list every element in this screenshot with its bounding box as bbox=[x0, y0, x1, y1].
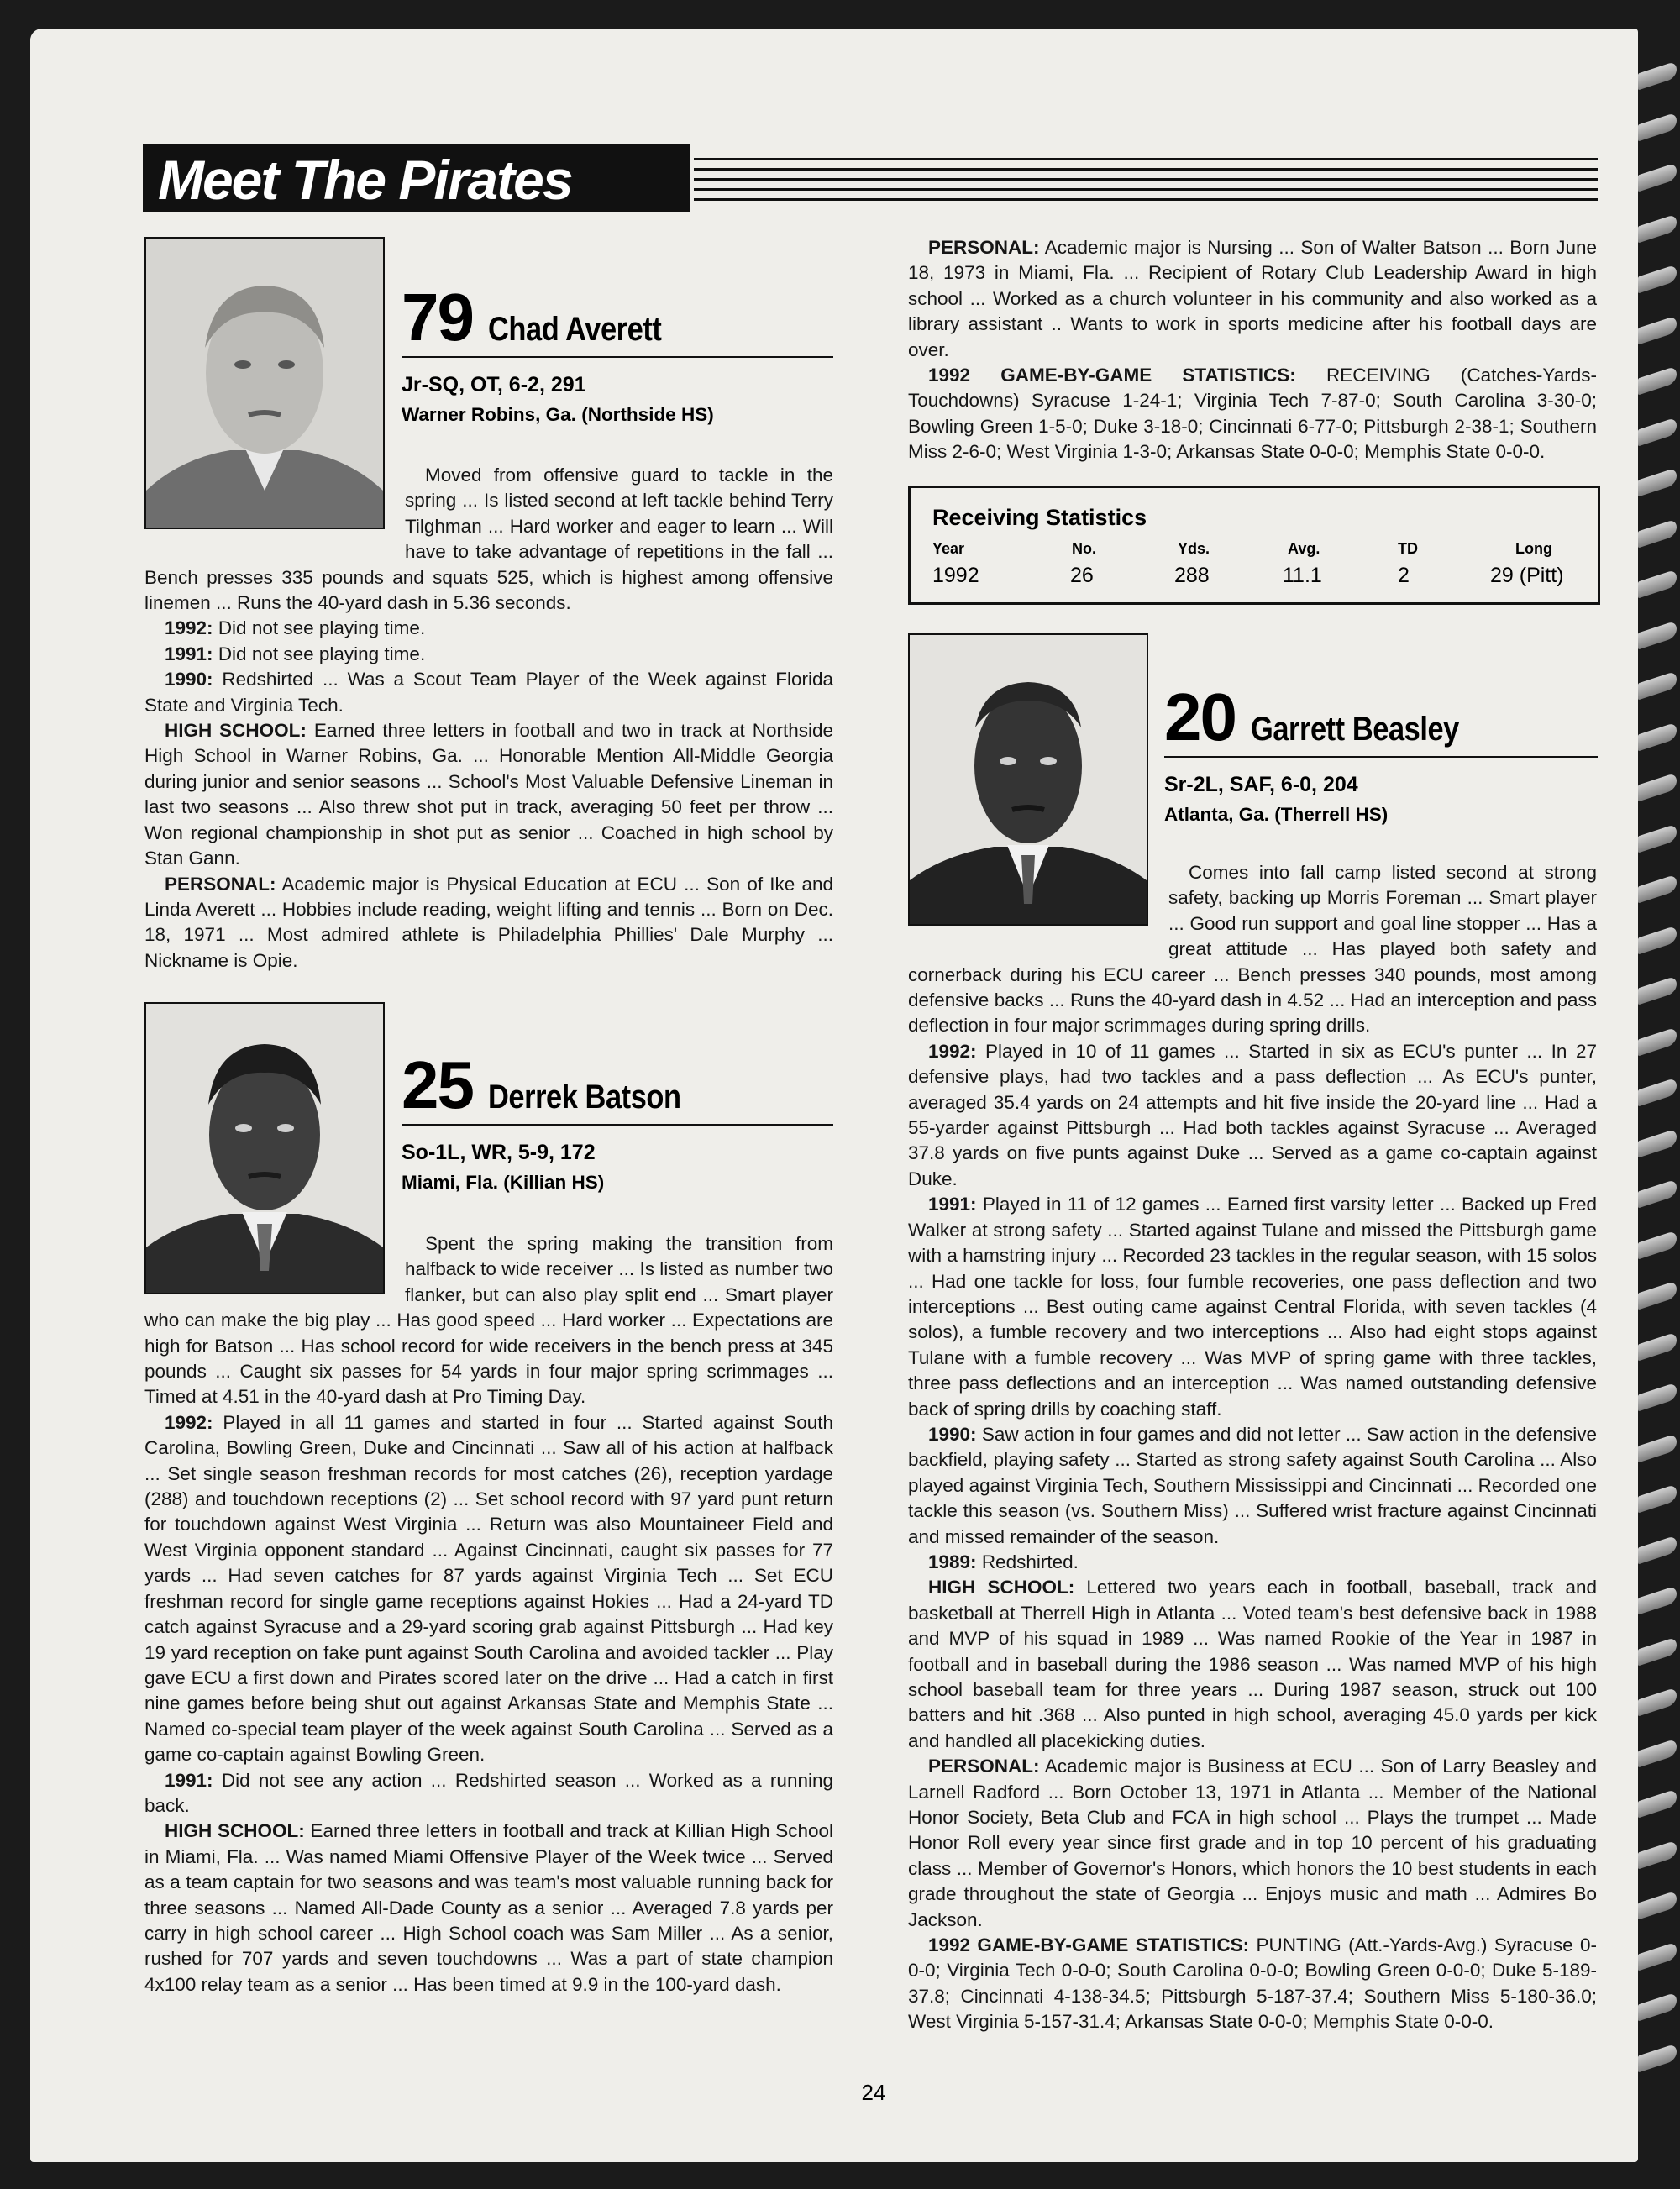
bio-label: 1992 GAME-BY-GAME STATISTICS: bbox=[928, 365, 1296, 386]
coil-icon bbox=[1638, 671, 1677, 701]
coil-icon bbox=[1638, 1230, 1677, 1259]
bio-label: PERSONAL: bbox=[928, 1756, 1040, 1777]
coil-icon bbox=[1638, 2043, 1677, 2072]
stats-value: 2 bbox=[1398, 564, 1410, 587]
bio-paragraph bbox=[144, 616, 833, 641]
coil-icon bbox=[1638, 1281, 1677, 1310]
coil-icon bbox=[1638, 315, 1677, 344]
divider bbox=[402, 356, 833, 358]
bio-text: Played in 10 of 11 games ... Started in six as ECU's punter ... In 27 defensive plays, had two tackles and a pass deflection ... As ECU's punter, averaged 35.4 yards on 24 attempts and hit five inside the 20-yard line ... Had a 55-yarder against Pittsburgh ... Had both tackles against Syracuse ... Averaged 37.8 yards on five punts against Duke ... Served as a game co-captain against Duke. bbox=[908, 1040, 1597, 1189]
bio-text: Earned three letters in football and track at Killian High School in Miami, Fla. ... Was named Miami Offensive Player of the Week twice ... Served as a team captain for two seasons and was team's most valuable running back for three seasons ... Named All-Dade County as a senior ... Averaged 7.8 yards per carry in high school career ... High School coach was Sam Miller ... As a senior, rushed for 707 yards and seven touchdowns ... Was a part of state champion 4x100 relay team as a senior ... Has been timed at 9.9 in the 100-yard dash. bbox=[144, 1820, 833, 1995]
player-hometown: Miami, Fla. (Killian HS) bbox=[402, 1172, 605, 1193]
coil-icon bbox=[1638, 1941, 1677, 1971]
bio-label: 1989: bbox=[928, 1551, 977, 1572]
bio-text: Earned three letters in football and two in track at Northside High School in Warner Robins, Ga. ... Honorable Mention All-Middle Georgia during junior and senior seasons ... School's Most Valuable Defensive Lineman in last two seasons ... Also threw shot put in track, averaging 50 feet per throw ... Won regional championship in shot put as senior ... Coached in high school by Stan Gann. bbox=[144, 720, 833, 869]
coil-icon bbox=[1638, 1383, 1677, 1412]
player-header-beasley bbox=[1164, 680, 1598, 826]
bio-label: PERSONAL: bbox=[165, 873, 276, 895]
bio-paragraph bbox=[144, 1819, 833, 1997]
stats-value: 11.1 bbox=[1283, 564, 1322, 587]
coil-icon bbox=[1638, 1586, 1677, 1615]
bio-paragraph bbox=[144, 718, 833, 871]
bio-text: Did not see playing time. bbox=[218, 643, 426, 664]
stats-header: Long bbox=[1515, 540, 1552, 557]
bio-label: 1990: bbox=[928, 1423, 977, 1445]
bio-paragraph bbox=[908, 363, 1597, 465]
coil-icon bbox=[1638, 722, 1677, 751]
bio-paragraph bbox=[908, 1754, 1597, 1933]
stats-header: Avg. bbox=[1288, 540, 1320, 557]
coil-icon bbox=[1638, 1179, 1677, 1209]
player-name: Derrek Batson bbox=[487, 1079, 681, 1115]
coil-icon bbox=[1638, 1992, 1677, 2022]
bio-text: Redshirted. bbox=[981, 1551, 1079, 1572]
page-number: 24 bbox=[861, 2080, 886, 2105]
player-header-averett bbox=[402, 280, 833, 426]
bio-label: 1991: bbox=[165, 1769, 213, 1791]
coil-icon bbox=[1638, 976, 1677, 1005]
bio-label: PERSONAL: bbox=[928, 237, 1040, 258]
coil-icon bbox=[1638, 112, 1677, 141]
stats-header: Yds. bbox=[1178, 540, 1210, 557]
bio-paragraph bbox=[144, 642, 833, 667]
player-number: 25 bbox=[402, 1047, 473, 1122]
bio-label: HIGH SCHOOL: bbox=[165, 1820, 305, 1842]
receiving-stats-box bbox=[908, 486, 1600, 605]
player-position: Jr-SQ, OT, 6-2, 291 bbox=[402, 373, 586, 396]
stats-header: Year bbox=[932, 540, 965, 557]
bio-label: 1991: bbox=[165, 643, 213, 664]
bio-paragraph bbox=[908, 1422, 1597, 1550]
player-header-batson bbox=[402, 1047, 833, 1194]
bio-label: 1992 GAME-BY-GAME STATISTICS: bbox=[928, 1934, 1250, 1956]
player-name: Garrett Beasley bbox=[1250, 711, 1459, 748]
bio-text: RECEIVING (Catches-Yards-Touchdowns) Syracuse 1-24-1; Virginia Tech 7-87-0; South Carolina 3-30-0; Bowling Green 1-5-0; Duke 3-18-0; Cincinnati 6-77-0; Pittsburgh 2-38-1; Southern Miss 2-6-0; West Virginia 1-3-0; Arkansas State 0-0-0; Memphis State 0-0-0. bbox=[908, 365, 1597, 463]
coil-icon bbox=[1638, 823, 1677, 853]
coil-icon bbox=[1638, 1535, 1677, 1564]
stats-header: TD bbox=[1398, 540, 1418, 557]
stats-value: 288 bbox=[1174, 564, 1210, 587]
coil-icon bbox=[1638, 1331, 1677, 1361]
bio-label: 1992: bbox=[165, 617, 213, 639]
page-header bbox=[143, 144, 1598, 212]
player-hometown: Warner Robins, Ga. (Northside HS) bbox=[402, 404, 714, 425]
bio-paragraph bbox=[144, 667, 833, 718]
bio-paragraph bbox=[144, 1410, 833, 1768]
coil-icon bbox=[1638, 1128, 1677, 1157]
bio-text: Played in all 11 games and started in four ... Started against South Carolina, Bowling Green, Duke and Cincinnati ... Saw all of his action at halfback ... Set single season freshman records for most catches (26), reception yardage (288) and touchdown receptions (2) ... Set school record with 97 yard punt return for touchdown against West Virginia ... Return was also Mountaineer Field and West Virginia opponent standard ... Against Cincinnati, caught six passes for 77 yards ... Had seven catches for 87 yards against Virginia Tech ... Set ECU freshman record for single game receptions against Hokies ... Had a 24-yard TD catch against Syracuse and a 29-yard scoring grab against Pittsburgh ... Had key 19 yard reception on fake punt against South Carolina and avoided tackler ... Play gave ECU a first down and Pirates scored later on the drive ... Had a catch in first nine games before being shut out against Arkansas State and Memphis State ... Named co-special team player of the week against South Carolina ... Served as a game co-captain against Bowling Green. bbox=[144, 1411, 833, 1766]
stats-value: 29 (Pitt) bbox=[1490, 564, 1564, 587]
bio-paragraph bbox=[908, 1192, 1597, 1422]
bio-paragraph bbox=[908, 1933, 1597, 2035]
coil-icon bbox=[1638, 1738, 1677, 1767]
coil-icon bbox=[1638, 468, 1677, 497]
bio-batson-part2 bbox=[908, 235, 1597, 465]
bio-text: PUNTING (Att.-Yards-Avg.) Syracuse 0-0-0; Virginia Tech 0-0-0; South Carolina 0-0-0; Bowling Green 0-0-0; Duke 5-189-37.8; Cincinnati 4-138-34.5; Pittsburgh 5-187-37.4; Southern Miss 5-180-36.0; West Virginia 5-157-31.4; Arkansas State 0-0-0; Memphis State 0-0-0. bbox=[908, 1934, 1597, 2033]
bio-text: Redshirted ... Was a Scout Team Player of the Week against Florida State and Virginia Tech. bbox=[144, 669, 833, 716]
coil-icon bbox=[1638, 1026, 1677, 1056]
bio-paragraph bbox=[144, 872, 833, 974]
coil-icon bbox=[1638, 265, 1677, 294]
bio-label: 1992: bbox=[928, 1040, 977, 1062]
coil-icon bbox=[1638, 1840, 1677, 1869]
player-hometown: Atlanta, Ga. (Therrell HS) bbox=[1164, 804, 1389, 825]
coil-icon bbox=[1638, 61, 1677, 91]
coil-icon bbox=[1638, 213, 1677, 243]
header-rules bbox=[694, 158, 1598, 208]
title-banner bbox=[143, 144, 690, 212]
bio-beasley bbox=[908, 860, 1597, 2035]
stats-header: No. bbox=[1072, 540, 1096, 557]
bio-paragraph bbox=[908, 1039, 1597, 1192]
bio-text: Academic major is Physical Education at ECU ... Son of Ike and Linda Averett ... Hobbies include reading, weight lifting and tennis ... Born on Dec. 18, 1971 ... Most admired athlete is Philadelphia Phillies' Dale Murphy ... Nickname is Opie. bbox=[144, 873, 834, 971]
bio-text: Academic major is Nursing ... Son of Walter Batson ... Born June 18, 1973 in Miami, Fla. ... Recipient of Rotary Club Leadership Award in high school ... Worked as a church volunteer in his community and also worked as a library assistant .. Wants to work in sports medicine after his football days are over. bbox=[908, 237, 1598, 360]
bio-text: Saw action in four games and did not letter ... Saw action in the defensive backfield, playing safety ... Started as strong safety against South Carolina ... Also played against Virginia Tech, Southern Mississippi and Cincinnati ... Recorded one tackle this season (vs. Southern Miss) ... Suffered wrist fracture against Cincinnati and missed remainder of the season. bbox=[908, 1423, 1597, 1547]
bio-paragraph bbox=[908, 1550, 1597, 1575]
coil-icon bbox=[1638, 1688, 1677, 1717]
coil-icon bbox=[1638, 366, 1677, 396]
player-position: Sr-2L, SAF, 6-0, 204 bbox=[1164, 773, 1358, 796]
player-name: Chad Averett bbox=[487, 311, 662, 348]
bio-text: Played in 11 of 12 games ... Earned first varsity letter ... Backed up Fred Walker at strong safety ... Started against Tulane and missed the Pittsburgh game with a hamstring injury ... Recorded 23 tackles in the regular season, with 15 solos ... Had one tackle for loss, four fumble recoveries, one pass deflection and two interceptions ... Best outing came against Central Florida, with seven tackles (4 solos), a fumble recovery and two interceptions ... Also had eight stops against Tulane with a fumble recovery ... Was MVP of spring game with three tackles, three pass deflections and an interception ... Was named outstanding defensive back of spring drills by coaching staff. bbox=[908, 1194, 1597, 1420]
coil-icon bbox=[1638, 1484, 1677, 1514]
bio-text: Spent the spring making the transition from halfback to wide receiver ... Is listed as number two flanker, but can also play split end ... Smart player who can make the big play ... Has good speed ... Hard worker ... Expectations are high for Batson ... Has school record for wide receivers in the bench press at 345 pounds ... Caught six passes for 54 yards in four major spring scrimmages ... Timed at 4.51 in the 40-yard dash at Pro Timing Day. bbox=[144, 1233, 833, 1408]
divider bbox=[1164, 756, 1598, 758]
coil-icon bbox=[1638, 874, 1677, 904]
coil-icon bbox=[1638, 925, 1677, 954]
coil-icon bbox=[1638, 1789, 1677, 1819]
bio-text: Did not see any action ... Redshirted season ... Worked as a running back. bbox=[144, 1769, 833, 1816]
coil-icon bbox=[1638, 570, 1677, 599]
bio-text: Did not see playing time. bbox=[218, 617, 426, 639]
coil-icon bbox=[1638, 1078, 1677, 1107]
bio-label: HIGH SCHOOL: bbox=[165, 720, 307, 742]
bio-paragraph bbox=[144, 1768, 833, 1819]
bio-text: Moved from offensive guard to tackle in the spring ... Is listed second at left tackle behind Terry Tilghman ... Hard worker and eager to learn ... Will have to take advantage of repetitions in the fall ... Bench presses 335 pounds and squats 525, which is highest among offensive linemen ... Runs the 40-yard dash in 5.36 seconds. bbox=[144, 465, 833, 614]
coil-icon bbox=[1638, 1433, 1677, 1462]
player-position: So-1L, WR, 5-9, 172 bbox=[402, 1141, 596, 1164]
player-number: 79 bbox=[402, 280, 473, 354]
bio-paragraph bbox=[908, 1575, 1597, 1754]
coil-icon bbox=[1638, 417, 1677, 446]
bio-label: 1992: bbox=[165, 1411, 213, 1433]
page-title: Meet The Pirates bbox=[158, 149, 572, 211]
bio-label: HIGH SCHOOL: bbox=[928, 1577, 1075, 1598]
stats-title: Receiving Statistics bbox=[932, 505, 1147, 530]
coil-icon bbox=[1638, 1891, 1677, 1920]
stats-value: 1992 bbox=[932, 564, 979, 587]
bio-text: Comes into fall camp listed second at strong safety, backing up Morris Foreman ... Smart player ... Good run support and goal line stopper ... Has a great attitude ... Has played both safety and cornerback during his ECU career ... Bench presses 340 pounds, most among defensive backs ... Runs the 40-yard dash in 4.52 ... Had an interception and pass deflection in four major scrimmages during spring drills. bbox=[908, 862, 1597, 1037]
bio-batson-part1 bbox=[144, 1231, 833, 1997]
spiral-binding bbox=[1638, 67, 1680, 2117]
bio-averett bbox=[144, 463, 833, 974]
bio-text: Lettered two years each in football, baseball, track and basketball at Therrell High in Atlanta ... Voted team's best defensive back in 1988 and MVP of his squad in 1989 ... Was named Rookie of the Year in 1987 in football and in baseball during the 1986 season ... Was named MVP of his high school baseball team for three years ... During 1987 season, struck out 100 batters and hit .368 ... Also punted in high school, averaging 45.0 yards per kick and handled all placekicking duties. bbox=[908, 1577, 1597, 1751]
coil-icon bbox=[1638, 163, 1677, 192]
coil-icon bbox=[1638, 1636, 1677, 1666]
stats-value: 26 bbox=[1070, 564, 1094, 587]
player-number: 20 bbox=[1164, 680, 1236, 754]
bio-label: 1991: bbox=[928, 1194, 977, 1215]
coil-icon bbox=[1638, 620, 1677, 649]
coil-icon bbox=[1638, 518, 1677, 548]
bio-label: 1990: bbox=[165, 669, 213, 690]
coil-icon bbox=[1638, 773, 1677, 802]
bio-paragraph bbox=[908, 235, 1597, 363]
divider bbox=[402, 1124, 833, 1126]
bio-text: Academic major is Business at ECU ... Son of Larry Beasley and Larnell Radford ... Born October 13, 1971 in Atlanta ... Member of the National Honor Society, Beta Club and FCA in high school ... Plays the trumpet ... Made Honor Roll every year since first grade and in top 10 percent of his graduating class ... Member of Governor's Honors, which honors the 10 best students in each grade throughout the state of Georgia ... Enjoys music and math ... Admires Bo Jackson. bbox=[908, 1756, 1597, 1930]
